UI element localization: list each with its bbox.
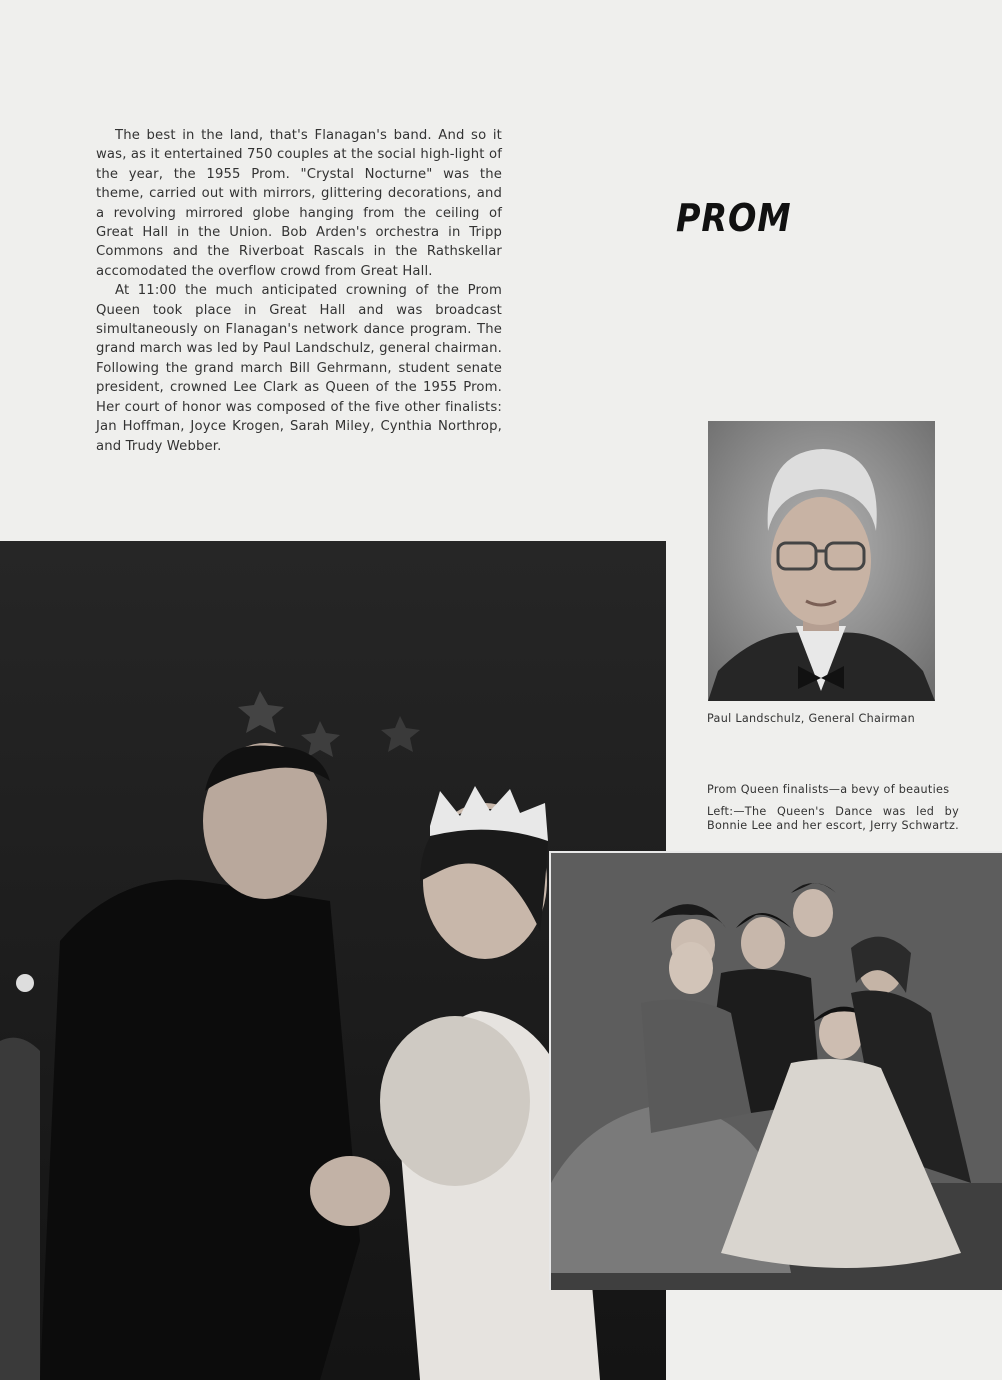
finalists-caption: Prom Queen finalists—a bevy of beauties <box>707 783 950 796</box>
portrait-caption: Paul Landschulz, General Chairman <box>707 712 916 725</box>
chairman-portrait-photo <box>708 421 935 701</box>
dance-caption: Left:—The Queen's Dance was led by Bonnie Lee and her escort, Jerry Schwartz. <box>707 805 959 832</box>
article-text <box>96 126 502 456</box>
page-title: PROM <box>676 196 792 240</box>
queen-finalists-photo <box>549 851 1002 1290</box>
paragraph-2: At 11:00 the much anticipated crowning of the Prom Queen took place in Great Hall and was broadcast simultaneously on Flanagan's network dance program. The grand march was led by Paul Landschulz, general chairman. Following the grand march Bill Gehrmann, student senate president, crowned Lee Clark as Queen of the 1955 Prom. Her court of honor was composed of the five other finalists: Jan Hoffman, Joyce Krogen, Sarah Miley, Cynthia Northrop, and Trudy Webber. <box>96 283 502 454</box>
paragraph-1: The best in the land, that's Flanagan's band. And so it was, as it entertained 750 couples at the social high-light of the year, the 1955 Prom. "Crystal Nocturne" was the theme, carried out with mirrors, glittering decorations, and a revolving mirrored globe hanging from the ceiling of Great Hall in the Union. Bob Arden's orchestra in Tripp Commons and the Riverboat Rascals in the Rathskellar accomodated the overflow crowd from Great Hall. <box>96 128 502 279</box>
